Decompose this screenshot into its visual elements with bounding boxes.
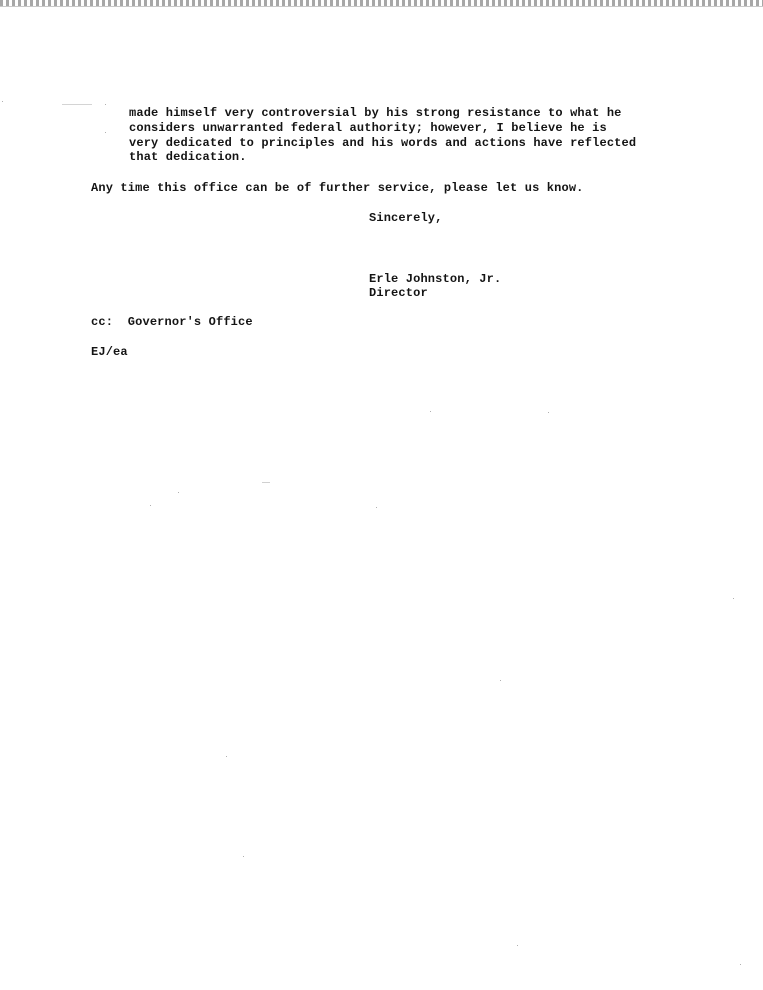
cc-line: [91, 315, 253, 330]
scan-speck: [548, 412, 549, 413]
reference-initials: EJ/ea: [91, 345, 128, 359]
body-line-3: very dedicated to principles and his words and actions have reflected: [129, 136, 637, 150]
signer-name: Erle Johnston, Jr.: [369, 272, 502, 286]
body-line-1: made himself very controversial by his strong resistance to what he: [129, 106, 622, 120]
valediction: Sincerely,: [369, 211, 443, 225]
scan-speck: [517, 945, 518, 946]
page-top-edge: [0, 0, 763, 6]
cc-label: cc:: [91, 315, 114, 329]
body-line-2: considers unwarranted federal authority; however, I believe he is: [129, 121, 607, 135]
scan-speck: [243, 856, 244, 857]
scan-speck: [62, 104, 92, 105]
scan-speck: [430, 411, 431, 412]
scan-speck: [500, 680, 501, 681]
scan-speck: [226, 756, 227, 757]
closing-paragraph: Any time this office can be of further service, please let us know.: [91, 181, 584, 195]
scan-speck: [2, 101, 3, 102]
body-line-4: that dedication.: [129, 150, 247, 164]
scan-speck: [376, 507, 377, 508]
scan-speck: [150, 505, 151, 506]
signer-title: Director: [369, 286, 428, 300]
scan-speck: [733, 598, 734, 599]
scan-speck: [740, 964, 741, 965]
scan-speck: [262, 482, 270, 483]
scan-speck: [105, 132, 106, 133]
scan-speck: [105, 104, 106, 105]
scan-speck: [178, 492, 179, 493]
cc-recipient: Governor's Office: [127, 315, 253, 329]
